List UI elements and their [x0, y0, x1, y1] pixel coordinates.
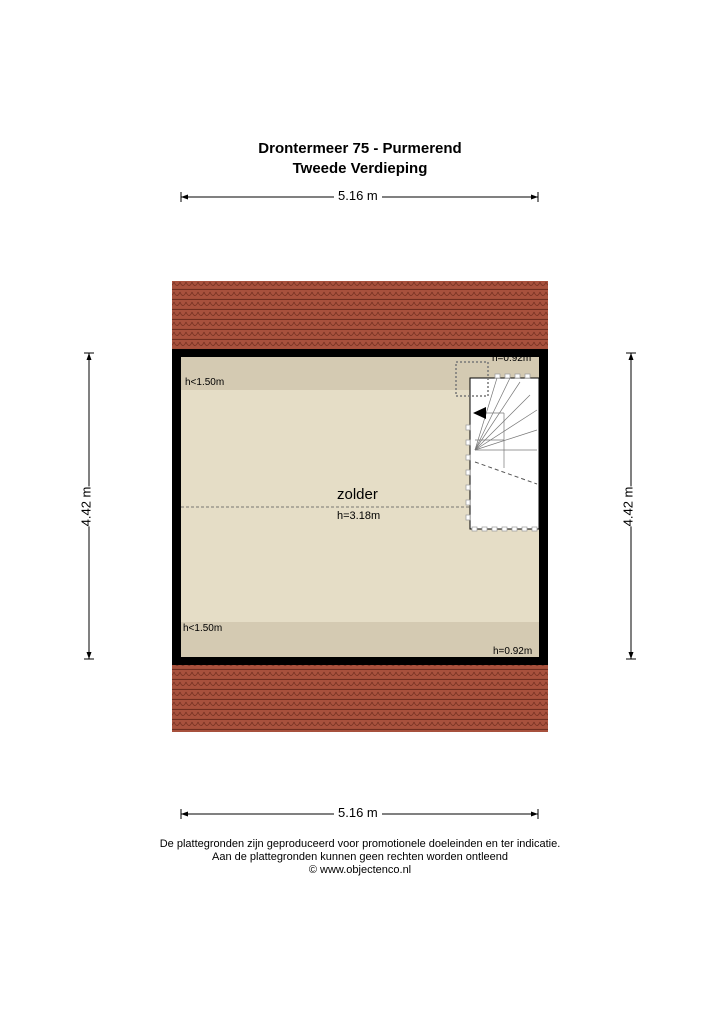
height-label-bottom-right: h=0.92m — [493, 646, 533, 657]
height-label-top-right: h=0.92m — [492, 353, 532, 364]
bottom-width-label: 5.16 m — [334, 805, 382, 820]
low-ceiling-zone-bottom — [181, 622, 539, 657]
room-name: zolder — [337, 486, 378, 503]
roof-tiles-top — [172, 281, 548, 351]
height-label-bottom-left: h<1.50m — [183, 623, 223, 634]
top-width-label: 5.16 m — [334, 188, 382, 203]
disclaimer-line-1: De plattegronden zijn geproduceerd voor promotionele doeleinden en ter indicatie. — [159, 838, 561, 850]
right-depth-label: 4.42 m — [617, 487, 638, 527]
left-depth-label: 4.42 m — [75, 487, 96, 527]
roof-tiles-bottom — [172, 663, 548, 732]
plan-title-address: Drontermeer 75 - Purmerend — [258, 140, 462, 157]
disclaimer-line-2: Aan de plattegronden kunnen geen rechten worden ontleend — [211, 851, 508, 863]
room-height: h=3.18m — [337, 510, 381, 522]
height-label-top-left: h<1.50m — [185, 377, 225, 388]
plan-title-floor: Tweede Verdieping — [292, 160, 428, 177]
copyright-link[interactable]: © www.objectenco.nl — [308, 864, 412, 876]
